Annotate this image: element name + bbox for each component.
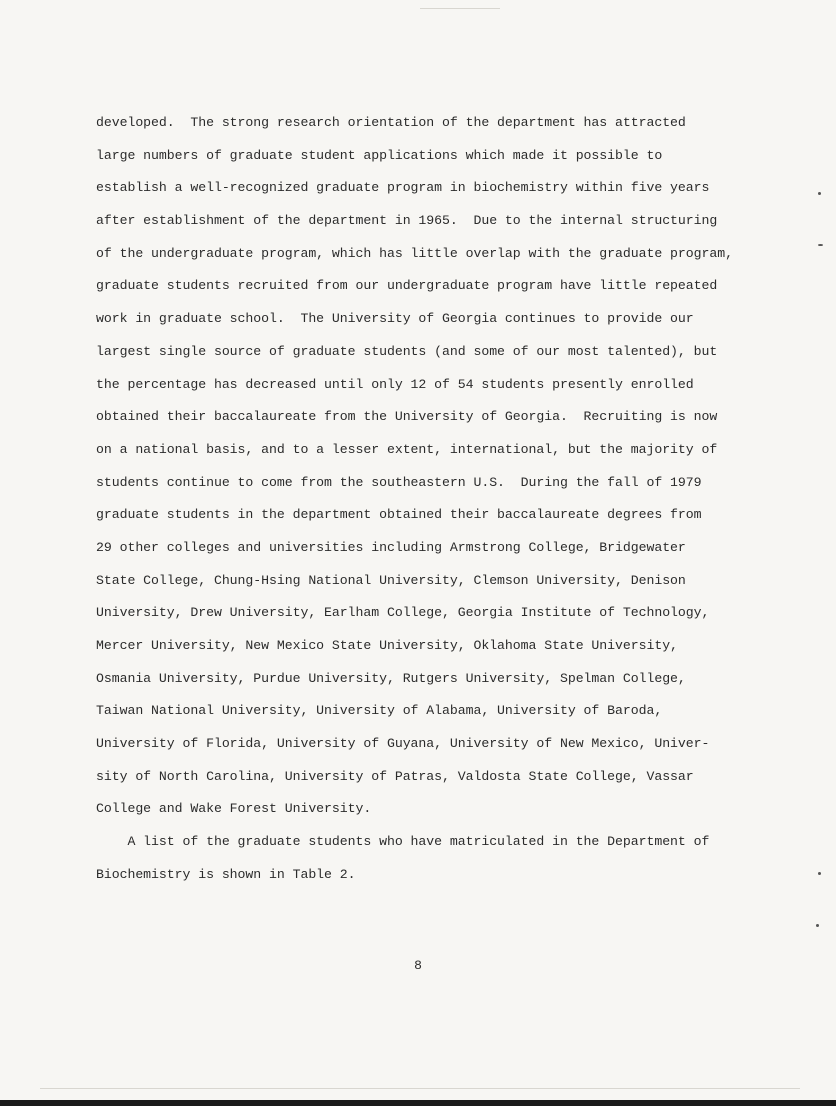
text-line: graduate students recruited from our undergraduate program have little repeated: [96, 278, 718, 294]
scan-dot: [818, 244, 823, 246]
scan-dot: [816, 924, 819, 927]
text-line: A list of the graduate students who have matriculated in the Department of: [96, 834, 710, 850]
text-line: Mercer University, New Mexico State University, Oklahoma State University,: [96, 638, 678, 653]
scan-bottom-edge: [0, 1100, 836, 1106]
text-line: graduate students in the department obtained their baccalaureate degrees from: [96, 507, 702, 523]
text-line: after establishment of the department in 1965. Due to the internal structuring: [96, 213, 718, 229]
text-line: Biochemistry is shown in Table 2.: [96, 866, 356, 882]
text-line: sity of North Carolina, University of Patras, Valdosta State College, Vassar: [96, 768, 694, 784]
text-line: students continue to come from the southeastern U.S. During the fall of 1979: [96, 474, 702, 490]
text-line: largest single source of graduate students (and some of our most talented), but: [96, 343, 718, 359]
scan-artifact-top: [420, 8, 500, 9]
text-line: University of Florida, University of Guyana, University of New Mexico, Univer-: [96, 736, 710, 752]
scan-dot: [818, 872, 821, 875]
text-line: State College, Chung-Hsing National University, Clemson University, Denison: [96, 572, 686, 588]
text-line: Taiwan National University, University of Alabama, University of Baroda,: [96, 703, 663, 719]
text-line: 29 other colleges and universities including Armstrong College, Bridgewater: [96, 539, 686, 555]
scan-artifact-bottom: [40, 1088, 800, 1089]
text-line: large numbers of graduate student applications which made it possible to: [96, 147, 663, 163]
text-line: on a national basis, and to a lesser extent, international, but the majority of: [96, 441, 718, 457]
text-line: developed. The strong research orientation of the department has attracted: [96, 115, 686, 130]
text-line: of the undergraduate program, which has little overlap with the graduate program,: [96, 245, 733, 261]
page-number: 8: [414, 958, 422, 973]
text-line: obtained their baccalaureate from the University of Georgia. Recruiting is now: [96, 409, 718, 425]
scan-dot: [818, 192, 821, 195]
text-line: establish a well-recognized graduate program in biochemistry within five years: [96, 180, 710, 196]
text-line: work in graduate school. The University of Georgia continues to provide our: [96, 311, 694, 327]
text-line: the percentage has decreased until only 12 of 54 students presently enrolled: [96, 376, 694, 392]
text-line: Osmania University, Purdue University, Rutgers University, Spelman College,: [96, 670, 686, 686]
body-text: [96, 112, 776, 897]
text-line: University, Drew University, Earlham College, Georgia Institute of Technology,: [96, 605, 710, 621]
text-line: College and Wake Forest University.: [96, 801, 372, 817]
